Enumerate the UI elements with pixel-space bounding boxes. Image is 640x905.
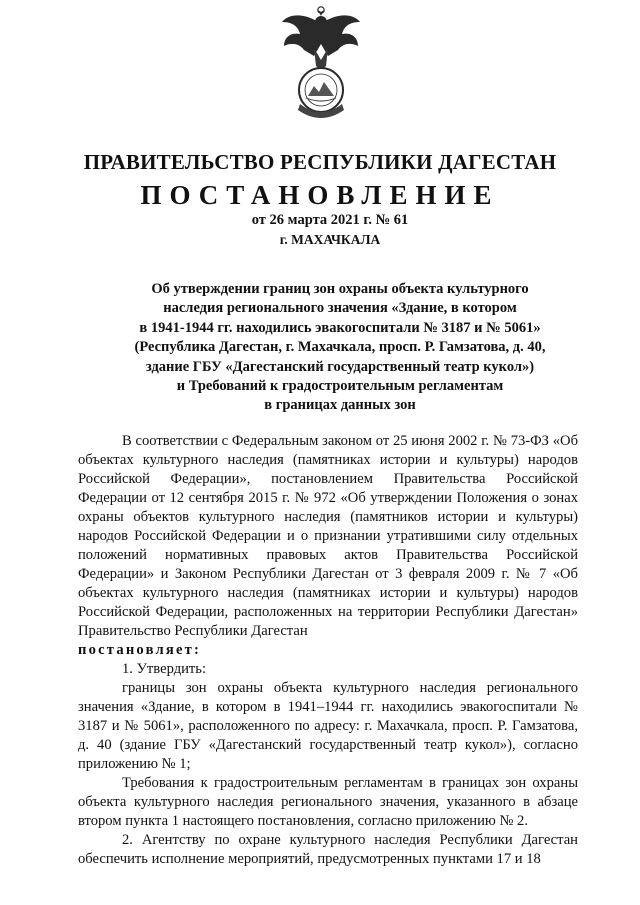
title-line: и Требований к градостроительным регламентам	[176, 378, 504, 395]
preamble-paragraph: В соответствии с Федеральным законом от 25 июня 2002 г. № 73-ФЗ «Об объектах культурного наследия (памятниках истории и культуры) народов Российской Федерации», постановлением Правительства Российской Федерации от 12 сентября 2015 г. № 972 «Об утверждении Положения о зонах охраны объектов культурного наследия (памятников истории и культуры) народов Российской Федерации и о признании утратившими силу отдельных положений нормативных правовых актов Правительства Российской Федерации» и Законом Республики Дагестан от 3 февраля 2009 г. № 7 «Об объектах культурного наследия (памятниках истории и культуры) народов Российской Федерации, расположенных на территории Республики Дагестан» Правительство Республики Дагестан	[78, 433, 578, 639]
date-and-number: от 26 марта 2021 г. № 61	[251, 212, 409, 228]
title-line: (Республика Дагестан, г. Махачкала, просп. Р. Гамзатова, д. 40,	[134, 339, 546, 356]
title-line: Об утверждении границ зон охраны объекта культурного	[151, 281, 529, 297]
decree-body	[78, 432, 578, 869]
title-line: в 1941-1944 гг. находились эвакогоспитали № 3187 и № 5061»	[139, 319, 541, 336]
dagestan-coat-of-arms-icon	[278, 4, 364, 122]
item-2: 2. Агентству по охране культурного наследия Республики Дагестан обеспечить исполнение мероприятий, предусмотренных пунктами 17 и 18	[78, 832, 578, 867]
resolves-word: постановляет:	[78, 642, 202, 658]
government-title: ПРАВИТЕЛЬСТВО РЕСПУБЛИКИ ДАГЕСТАН	[83, 150, 557, 174]
decree-title	[110, 280, 570, 416]
item-1-paragraph-requirements: Требования к градостроительным регламентам в границах зон охраны объекта культурного наследия регионального значения, указанного в абзаце втором пункта 1 настоящего постановления, согласно приложению № 2.	[78, 775, 578, 829]
title-line: в границах данных зон	[264, 397, 416, 414]
title-line: здание ГБУ «Дагестанский государственный театр кукол»)	[145, 358, 535, 375]
title-line: наследия регионального значения «Здание, в котором	[163, 300, 517, 317]
item-1-paragraph-borders: границы зон охраны объекта культурного наследия регионального значения «Здание, в котором в 1941–1944 гг. находились эвакогоспитали № 3187 и № 5061», расположенного по адресу: г. Махачкала, просп. Р. Гамзатова, д. 40 (здание ГБУ «Дагестанский государственный театр кукол»), согласно приложению № 1;	[78, 680, 578, 772]
city-name: г. МАХАЧКАЛА	[279, 232, 381, 247]
document-type: ПОСТАНОВЛЕНИЕ	[140, 180, 500, 210]
item-1: 1. Утвердить:	[122, 661, 207, 677]
